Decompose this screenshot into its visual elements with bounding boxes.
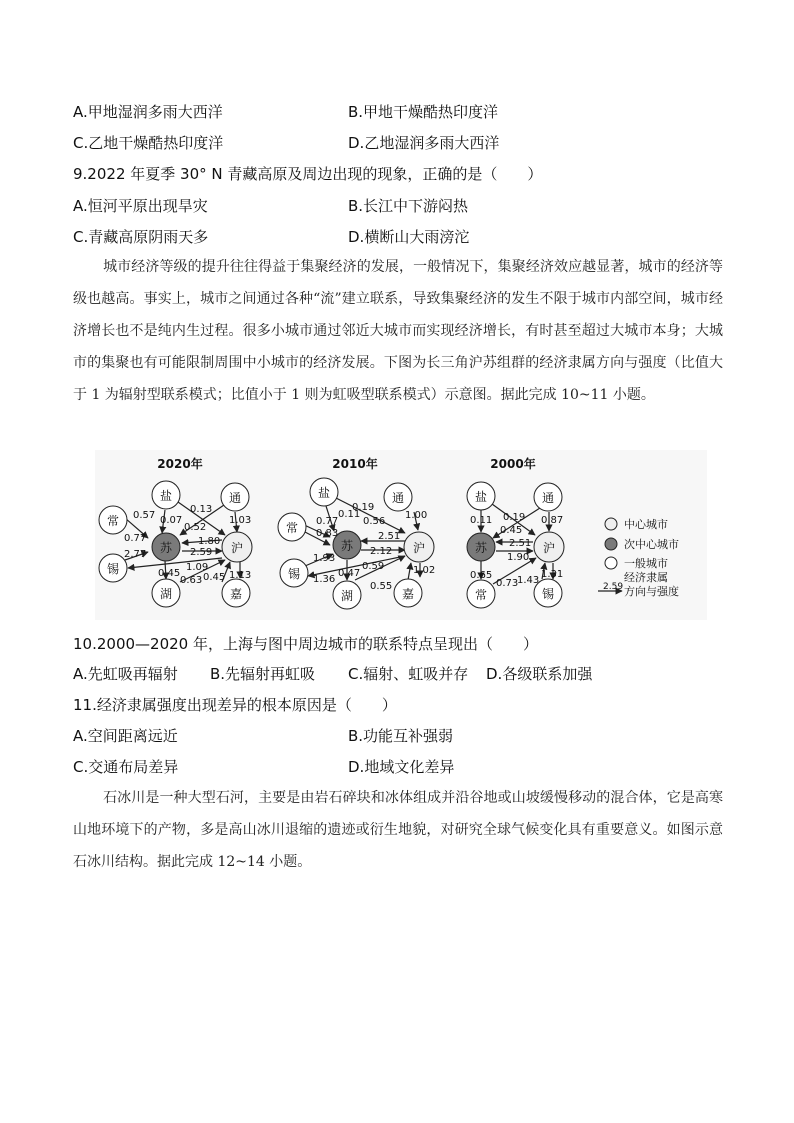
- economic-affiliation-figure: [0, 450, 794, 620]
- question-9-option-c: C.青藏高原阴雨天多: [73, 228, 209, 246]
- value-label: 0.47: [338, 568, 361, 579]
- city-label-jia: 嘉: [229, 587, 243, 601]
- value-label: 2.59: [190, 547, 213, 558]
- city-label-yan: 盐: [159, 489, 173, 503]
- question-11-option-b: B.功能互补强弱: [348, 727, 454, 745]
- city-label-hu: 沪: [542, 541, 556, 555]
- value-label: 0.45: [500, 525, 523, 536]
- value-label: 0.59: [362, 561, 385, 572]
- city-label-tong: 通: [541, 491, 555, 505]
- question-10-option-a: A.先虹吸再辐射: [73, 665, 178, 683]
- value-label: 2.51: [378, 531, 401, 542]
- question-10-option-d: D.各级联系加强: [486, 665, 593, 683]
- option-a-top: A.甲地湿润多雨大西洋: [73, 103, 223, 121]
- city-label-hu: 沪: [412, 541, 426, 555]
- city-label-chang: 常: [285, 521, 299, 535]
- panel-2020-title: 2020年: [157, 457, 203, 471]
- city-label-xi: 锡: [541, 587, 555, 601]
- city-label-chang: 常: [106, 514, 120, 528]
- value-label: 0.11: [470, 515, 493, 526]
- question-9-option-b: B.长江中下游闷热: [348, 197, 469, 215]
- question-10-option-b: B.先辐射再虹吸: [210, 665, 316, 683]
- value-label: 0.77: [124, 533, 147, 544]
- value-label: 0.52: [184, 522, 207, 533]
- value-label: 1.80: [198, 536, 221, 547]
- city-label-jia: 嘉: [401, 587, 415, 601]
- city-label-yan: 盐: [317, 486, 331, 500]
- city-label-su: 苏: [159, 541, 173, 555]
- value-label: 0.77: [316, 516, 339, 527]
- legend-flow-label-1: 经济隶属: [624, 571, 668, 584]
- city-label-xi: 锡: [106, 562, 120, 576]
- city-label-huzhou: 湖: [340, 589, 354, 603]
- legend-sub-center-label: 次中心城市: [624, 538, 679, 551]
- value-label: 0.13: [190, 504, 213, 515]
- value-label: 0.87: [541, 515, 564, 526]
- value-label: 2.12: [370, 546, 393, 557]
- value-label: 2.77: [124, 549, 147, 560]
- legend-center-label: 中心城市: [624, 518, 668, 531]
- value-label: 1.90: [507, 552, 530, 563]
- city-label-hu: 沪: [230, 541, 244, 555]
- city-label-su: 苏: [340, 539, 354, 553]
- value-label: 1.31: [541, 569, 564, 580]
- value-label: 0.56: [363, 516, 386, 527]
- passage-city-economy: [73, 251, 723, 411]
- value-label: 1.43: [517, 575, 540, 586]
- value-label: 0.63: [180, 575, 203, 586]
- value-label: 0.19: [503, 512, 526, 523]
- passage-rock-glacier: [73, 782, 723, 878]
- question-10-option-c: C.辐射、虹吸并存: [348, 665, 469, 683]
- legend-flow-example: 2.59: [603, 582, 624, 592]
- city-label-chang: 常: [474, 588, 488, 602]
- value-label: 0.45: [158, 568, 181, 579]
- value-label: 0.57: [133, 510, 156, 521]
- value-label: 1.36: [313, 574, 336, 585]
- figure-legend: [598, 517, 679, 598]
- city-label-su: 苏: [474, 541, 488, 555]
- value-label: 1.02: [413, 565, 436, 576]
- question-11-option-c: C.交通布局差异: [73, 758, 179, 776]
- question-11-option-a: A.空间距离远近: [73, 727, 178, 745]
- city-label-tong: 通: [228, 491, 242, 505]
- passage-rock-glacier-text: 石冰川是一种大型石河，主要是由岩石碎块和冰体组成并沿谷地或山坡缓慢移动的混合体，它是高寒山地环境下的产物，多是高山冰川退缩的遗迹或衍生地貌，对研究全球气候变化具有重要意义。如图示意石冰川结构。据此完成 12~14 小题。: [73, 790, 723, 870]
- legend-sub-center-swatch: [605, 538, 617, 550]
- city-label-xi: 锡: [287, 567, 301, 581]
- value-label: 0.55: [370, 581, 393, 592]
- value-label: 1.09: [186, 562, 209, 573]
- legend-flow-label-2: 方向与强度: [624, 585, 679, 598]
- value-label: 0.19: [352, 502, 375, 513]
- value-label: 1.00: [405, 510, 428, 521]
- legend-general-label: 一般城市: [624, 557, 668, 570]
- option-d-top: D.乙地湿润多雨大西洋: [348, 134, 500, 152]
- value-label: 0.11: [338, 509, 361, 520]
- value-label: 0.07: [160, 515, 183, 526]
- value-label: 1.03: [229, 515, 252, 526]
- value-label: 0.83: [316, 528, 339, 539]
- panel-2010-title: 2010年: [332, 457, 378, 471]
- question-9-option-d: D.横断山大雨滂沱: [348, 228, 470, 246]
- question-9-option-a: A.恒河平原出现旱灾: [73, 197, 208, 215]
- value-label: 0.65: [470, 570, 493, 581]
- city-label-yan: 盐: [474, 490, 488, 504]
- legend-center-swatch: [605, 518, 617, 530]
- question-9-stem: 9.2022 年夏季 30° N 青藏高原及周边出现的现象，正确的是（ ）: [73, 165, 543, 183]
- city-label-tong: 通: [391, 491, 405, 505]
- legend-general-swatch: [605, 557, 617, 569]
- value-label: 2.51: [509, 538, 532, 549]
- value-label: 1.13: [229, 570, 252, 581]
- question-11-stem: 11.经济隶属强度出现差异的根本原因是（ ）: [73, 696, 397, 714]
- question-11-option-d: D.地域文化差异: [348, 758, 455, 776]
- panel-2000-title: 2000年: [490, 457, 536, 471]
- value-label: 0.45: [203, 572, 226, 583]
- city-label-huzhou: 湖: [159, 587, 173, 601]
- value-label: 0.73: [496, 578, 519, 589]
- question-10-stem: 10.2000—2020 年，上海与图中周边城市的联系特点呈现出（ ）: [73, 635, 538, 653]
- option-b-top: B.甲地干燥酷热印度洋: [348, 103, 499, 121]
- option-c-top: C.乙地干燥酷热印度洋: [73, 134, 224, 152]
- passage-city-economy-text: 城市经济等级的提升往往得益于集聚经济的发展，一般情况下，集聚经济效应越显著，城市的经济等级也越高。事实上，城市之间通过各种“流”建立联系，导致集聚经济的发生不限于城市内部空间，城市经济增长也不是纯内生过程。很多小城市通过邻近大城市而实现经济增长，有时甚至超过大城市本身；大城市的集聚也有可能限制周围中小城市的经济发展。下图为长三角沪苏组群的经济隶属方向与强度（比值大于 1 为辐射型联系模式；比值小于 1 则为虹吸型联系模式）示意图。据此完成 10~11 小题。: [73, 259, 723, 403]
- value-label: 1.93: [313, 553, 336, 564]
